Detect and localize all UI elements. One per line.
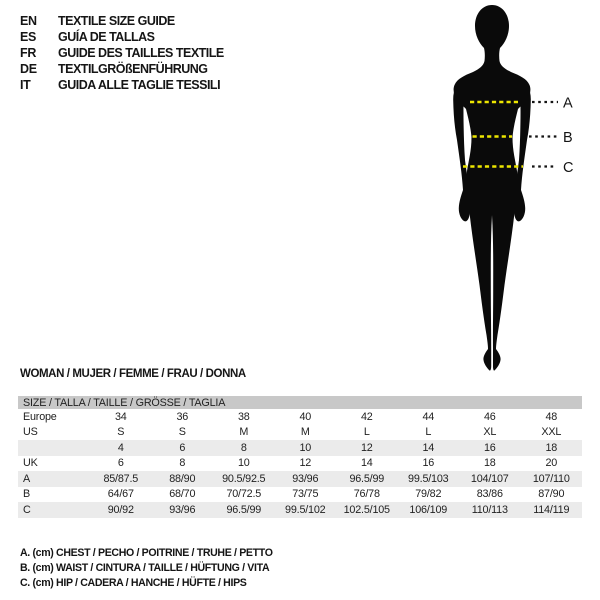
table-cell: 68/70 [169, 488, 196, 501]
language-guide-title: GUÍA DE TALLAS [58, 30, 155, 44]
language-title-block [20, 13, 224, 93]
table-row [18, 425, 582, 441]
table-cell: 12 [360, 441, 373, 454]
size-table [18, 396, 582, 518]
table-cell: 8 [179, 457, 186, 470]
table-cell: 10 [237, 457, 250, 470]
table-cell: 6 [117, 457, 124, 470]
table-row [18, 409, 582, 425]
table-cell: 114/119 [533, 503, 570, 516]
language-guide-title: GUIDE DES TAILLES TEXTILE [58, 46, 224, 60]
table-cell: 14 [422, 441, 435, 454]
table-cell: L [425, 426, 432, 439]
language-code: DE [20, 62, 37, 76]
table-cell: 18 [545, 441, 558, 454]
table-cell: 99.5/102 [285, 503, 326, 516]
table-cell: S [117, 426, 125, 439]
table-cell: 99.5/103 [408, 472, 449, 485]
table-cell: 42 [360, 410, 373, 423]
table-row-label: UK [23, 457, 38, 470]
table-cell: XL [483, 426, 497, 439]
table-cell: 88/90 [169, 472, 196, 485]
table-cell: 48 [545, 410, 558, 423]
table-cell: 46 [483, 410, 496, 423]
language-code: EN [20, 14, 37, 28]
table-cell: 10 [299, 441, 312, 454]
table-cell: M [239, 426, 249, 439]
table-cell: M [300, 426, 310, 439]
table-cell: XXL [541, 426, 562, 439]
table-cell: 90.5/92.5 [222, 472, 266, 485]
table-row [18, 471, 582, 487]
table-cell: 76/78 [353, 488, 380, 501]
language-guide-title: TEXTILGRÖßENFÜHRUNG [58, 62, 208, 76]
language-guide-title: TEXTILE SIZE GUIDE [58, 14, 175, 28]
waist-label: B [563, 130, 573, 146]
table-row [18, 456, 582, 472]
table-cell: 102.5/105 [343, 503, 390, 516]
table-cell: 90/92 [107, 503, 134, 516]
table-cell: 18 [483, 457, 496, 470]
table-row [18, 502, 582, 518]
table-row-label: B [23, 488, 31, 501]
table-cell: 79/82 [415, 488, 442, 501]
language-row-fr [20, 45, 224, 61]
language-row-en [20, 13, 224, 29]
table-cell: 96.5/99 [226, 503, 262, 516]
legend-line: C. (cm) HIP / CADERA / HANCHE / HÜFTE / HIPS [20, 576, 247, 589]
table-cell: 110/113 [471, 503, 508, 516]
language-row-it [20, 77, 224, 93]
table-cell: 34 [114, 410, 127, 423]
table-cell: 104/107 [470, 472, 509, 485]
language-guide-title: GUIDA ALLE TAGLIE TESSILI [58, 78, 221, 92]
table-cell: S [178, 426, 186, 439]
legend-line: B. (cm) WAIST / CINTURA / TAILLE / HÜFTUNG / VITA [20, 561, 270, 574]
language-row-de [20, 61, 224, 77]
table-cell: 6 [179, 441, 186, 454]
table-row [18, 487, 582, 503]
table-cell: 93/96 [292, 472, 319, 485]
table-cell: 87/90 [538, 488, 565, 501]
table-cell: 73/75 [292, 488, 319, 501]
gender-heading: WOMAN / MUJER / FEMME / FRAU / DONNA [20, 368, 246, 380]
language-code: IT [20, 78, 31, 92]
table-cell: 106/109 [409, 503, 448, 516]
table-cell: 70/72.5 [226, 488, 262, 501]
table-row-label: Europe [23, 410, 57, 423]
size-table-rows [18, 409, 582, 518]
table-cell: 38 [237, 410, 250, 423]
table-cell: 14 [360, 457, 373, 470]
table-cell: 12 [299, 457, 312, 470]
table-row-label: C [23, 503, 31, 516]
table-cell: 93/96 [169, 503, 196, 516]
language-row-es [20, 29, 224, 45]
language-code: ES [20, 30, 37, 44]
table-cell: 83/86 [476, 488, 503, 501]
table-cell: 40 [299, 410, 312, 423]
table-cell: 36 [176, 410, 189, 423]
table-cell: 16 [483, 441, 496, 454]
table-cell: 44 [422, 410, 435, 423]
chest-label: A [563, 95, 573, 112]
woman-silhouette-svg [430, 0, 600, 380]
legend-line: A. (cm) CHEST / PECHO / POITRINE / TRUHE / PETTO [20, 546, 273, 559]
measurement-legend [20, 545, 273, 590]
size-table-header: SIZE / TALLA / TAILLE / GRÖSSE / TAGLIA [18, 396, 582, 409]
table-row-label: A [23, 472, 31, 485]
table-cell: 96.5/99 [349, 472, 385, 485]
table-row-label: US [23, 426, 38, 439]
table-row [18, 440, 582, 456]
table-cell: 4 [117, 441, 124, 454]
hip-label: C [563, 160, 574, 176]
body-measurement-figure [430, 0, 600, 380]
table-cell: 20 [545, 457, 558, 470]
table-cell: 85/87.5 [103, 472, 139, 485]
table-cell: L [363, 426, 370, 439]
table-cell: 16 [422, 457, 435, 470]
table-cell: 8 [240, 441, 247, 454]
language-code: FR [20, 46, 37, 60]
table-cell: 64/67 [107, 488, 134, 501]
table-cell: 107/110 [532, 472, 570, 485]
